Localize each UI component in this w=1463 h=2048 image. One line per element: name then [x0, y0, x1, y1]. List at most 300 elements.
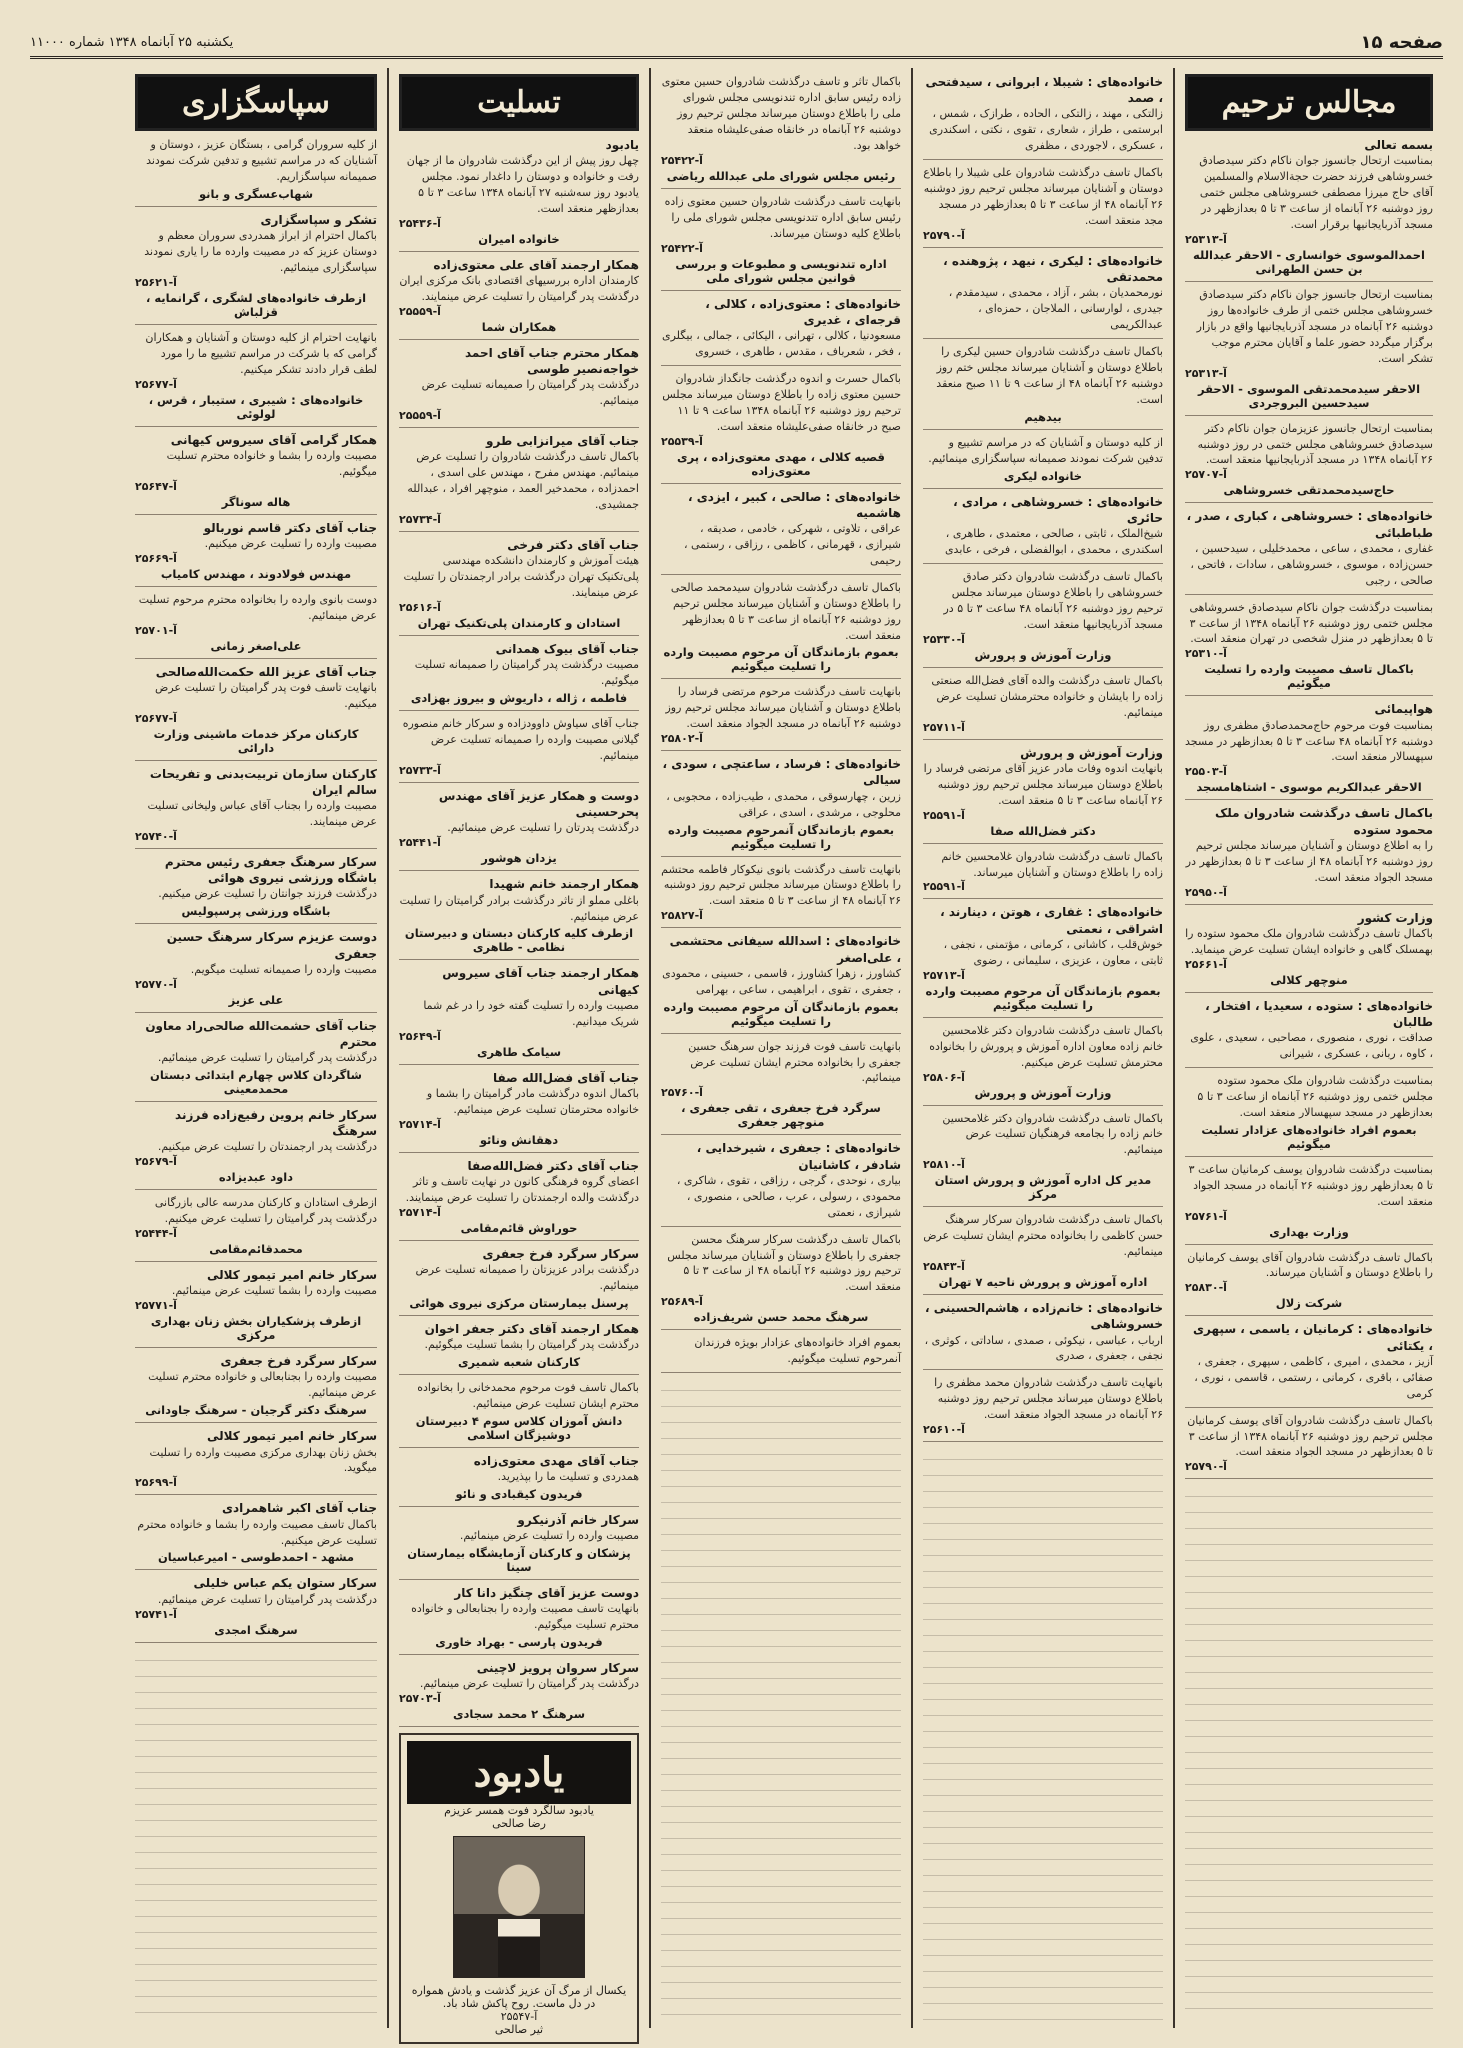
notice: [1185, 1321, 1433, 1407]
notice: [661, 296, 901, 366]
notice-signature: دانش آموزان کلاس سوم ۴ دبیرستان دوشیزگان اسلامی: [415, 1413, 623, 1442]
notice: [399, 965, 639, 1064]
notice-code: آ-۲۵۷۰۱: [135, 623, 177, 637]
notice: [923, 1375, 1163, 1442]
notice-body: خوش‌قلب ، کاشانی ، کرمانی ، مؤتمنی ، نجفی ، ثابتی ، معاون ، عزیزی ، سلیمانی ، رضوی: [943, 937, 1163, 967]
notice-heading: سرکار خانم پروین رفیع‌زاده فرزند سرهنگ: [175, 1107, 377, 1139]
notice-signature: الاحقر عبدالکریم موسوی - اشتاهامسجد: [1196, 780, 1422, 795]
notice-body: مصیبت درگذشت پدر گرامیتان را صمیمانه تسلیت میگوئیم.: [414, 658, 639, 688]
notice-body: صداقت ، نوری ، منصوری ، مصاحبی ، سعیدی ، علوی ، کاوه ، ربانی ، عسکری ، شیرانی: [1190, 1031, 1433, 1060]
notice-body: چهل روز پیش از این درگذشت شادروان ما از جهان رفت و خانواده و دوستان را داغدار نمود. مجلس یادبود روز سه‌شنبه ۲۷ آبانماه ۱۳۴۸ ساعت ۳ تا ۵ بعدازظهر منعقد است.: [406, 154, 639, 215]
notice-heading: سرکار خانم امیر تیمور کلالی: [207, 1429, 377, 1444]
notice-code: آ-۲۵۵۵۹: [399, 409, 441, 423]
notice-signature: همکاران شما: [481, 320, 557, 334]
notice-signature: الاحقر سیدمحمدتقی الموسوی - الاحقر سیدحسین البروجردی: [1197, 381, 1421, 410]
notice-heading: تشکر و سپاسگزاری: [260, 212, 377, 227]
notice-heading: خانواده‌های : کرمانیان ، یاسمی ، سپهری ، یکتائی: [1193, 1322, 1433, 1353]
notice: [661, 1039, 901, 1136]
notice-code: آ-۲۵۶۱۶: [399, 601, 441, 615]
notice: [399, 641, 639, 711]
notice-signature: فریدون کیقبادی و نائو: [455, 1487, 583, 1501]
yadbud-name: رضا صالحی: [492, 1817, 546, 1831]
notice-signature: شهاب‌عسگری و بانو: [198, 186, 314, 201]
notice-body: مصیبت وارده را بشما و خانواده محترم تسلیت میگوئیم.: [166, 448, 377, 478]
notice: [923, 745, 1163, 844]
notice-signature: محمدقائم‌مقامی: [209, 1242, 303, 1257]
notice-code: آ-۲۵۷۳۴: [399, 513, 441, 527]
notice-heading: خانواده‌های : غفاری ، هوتن ، دینارند ، اشراقی ، نعمتی: [940, 905, 1163, 936]
notice-signature: قصیه کلالی ، مهدی معتوی‌زاده ، پری معتوی‌زاده: [677, 449, 885, 478]
notice-signature: کارکنان مرکز خدمات ماشینی وزارت دارائی: [153, 726, 359, 755]
notice-body: از کلیه سروران گرامی ، بستگان عزیز ، دوستان و آشنایان که در مراسم تشییع و تدفین شرکت نمودند صمیمانه سپاسگزاریم.: [146, 138, 377, 183]
notice: [399, 1158, 639, 1241]
notice-heading: سرکار سرگرد فرخ جعفری: [220, 1354, 377, 1369]
notice-signature: بعموم بازماندگان آنمرحوم مصیبت وارده را تسلیت میگوئیم: [667, 822, 895, 851]
section-title-yadbud: یادبود: [407, 1741, 631, 1804]
notice-body: زالتکی ، مهند ، زالتکی ، الحاده ، طرازک ، شمس ، ابرستمی ، طراز ، شعاری ، تقوی ، نکتی ، اسکندری ، عسکری ، لاجوردی ، مظفری: [929, 107, 1163, 153]
notice-body: بانهایت تاسف درگذشت مرحوم مرتضی فرساد را باطلاع دوستان و آشنایان میرساند مجلس ترحیم روز دوشنبه ۲۶ آبانماه در مسجد الجواد منعقد است.: [665, 685, 901, 731]
notice-body: باکمال تاسف درگذشت والده آقای فضل‌الله صنعتی زاده را بایشان و خانواده محترمشان تسلیت عرض مینمائیم.: [931, 673, 1163, 719]
notice-heading: جناب آقای مهدی معتوی‌زاده: [473, 1453, 639, 1468]
issue-date: یکشنبه ۲۵ آبانماه ۱۳۴۸ شماره ۱۱۰۰۰: [30, 34, 234, 50]
notice-code: آ-۲۵۴۴۴: [135, 1227, 177, 1241]
notice: [661, 933, 901, 1033]
notice-body: درگذشت پدر گرامیتان را تسلیت عرض مینمائیم.: [419, 1677, 639, 1691]
notice: [135, 1267, 377, 1348]
notice-signature: یزدان هوشور: [481, 851, 557, 866]
notice-body: مصیبت وارده را تسلیت گفته خود را در غم شما شریک میدانیم.: [423, 998, 639, 1028]
notice: [1185, 1250, 1433, 1317]
notice-code: آ-۲۵۳۱۰: [1185, 647, 1227, 661]
notice-body: بمناسبت ارتحال جانسوز جوان ناکام دکتر سیدصادق خسروشاهی فرزند حضرت حجةالاسلام والمسلمین آقای حاج میرزا مصطفی خسروشاهی مجلس ختمی روز دوشنبه ۲۶ آبانماه از ساعت ۳ تا ۵ بعدازظهر در مسجد آذربایجانیها برقرار است.: [1199, 154, 1433, 231]
notice-body: باغلی مملو از تاثر درگذشت برادر گرامیتان را تسلیت عرض مینمائیم.: [399, 893, 639, 923]
notice: [1185, 421, 1433, 504]
notice: [661, 1335, 901, 1373]
yadbud-box: [399, 1733, 639, 2044]
notice-signature: شرکت زلال: [1275, 1296, 1343, 1311]
notice-heading: خانواده‌های : ستوده ، سعیدیا ، افتخار ، طالبان: [1205, 998, 1433, 1029]
notice-heading: سرکار خانم آذرنیکرو: [517, 1513, 639, 1527]
notice-signature: شاگردان کلاس چهارم ابتدائی دبستان محمدمعینی: [150, 1067, 362, 1096]
notice-signature: حاج‌سیدمحمدتقی خسروشاهی: [1223, 483, 1395, 498]
notice-heading: جناب آقای حشمت‌الله صالحی‌راد معاون محترم: [145, 1018, 377, 1049]
notice-code: آ-۲۵۷۰۷: [1185, 468, 1227, 482]
notice-body: شیخ‌الملک ، ثابتی ، صالحی ، معتمدی ، طاهری ، اسکندری ، محمدی ، ابوالفضلی ، فرخی ، عابدی: [944, 527, 1163, 557]
section-title-tarhim: مجالس ترحیم: [1185, 74, 1433, 131]
notice-signature: ازطرف پزشکیاران بخش زنان بهداری مرکزی: [150, 1314, 362, 1343]
notice-body: باکمال تاسف درگذشت شادروان علی شیبلا را باطلاع دوستان و آشنایان میرساند مجلس ترحیم روز دوشنبه ۲۶ آبانماه ۴۸ از ساعت ۳ تا ۵ بعدازظهر در مسجد مجد منعقد است.: [923, 166, 1163, 227]
notice-heading: وزارت آموزش و پرورش: [1020, 745, 1163, 760]
notice: [135, 766, 377, 849]
notice-body: درگذشت پدر گرامیتان را بشما تسلیت میگوئیم.: [424, 1338, 639, 1352]
notice-code: آ-۲۵۶۷۷: [135, 377, 177, 391]
notice: [399, 537, 639, 636]
notice: [135, 592, 377, 659]
notice-code: آ-۲۵۴۴۱: [399, 836, 441, 850]
notice: [661, 194, 901, 291]
notice-signature: پرسنل بیمارستان مرکزی نیروی هوائی: [409, 1295, 629, 1310]
notice-code: آ-۲۵۶۹۹: [135, 1476, 177, 1490]
notice-heading: خانواده‌های : فرساد ، ساعتچی ، سودی ، سیالی: [662, 757, 901, 788]
text-filler: [135, 1649, 377, 2022]
notice-body: مصیبت وارده را تسلیت عرض مینمائیم.: [459, 1529, 639, 1543]
notice-heading: خانواده‌های : لیکری ، نیهد ، پژوهنده ، محمدتقی: [943, 253, 1163, 285]
notice-body: بعموم افراد خانواده‌های عزادار بویژه فرزندان آنمرحوم تسلیت میگوئیم.: [694, 1336, 901, 1366]
notice: [1185, 805, 1433, 904]
notice: [135, 1195, 377, 1262]
notice-code: آ-۲۵۷۷۱: [135, 1299, 177, 1313]
notice-body: درگذشت پدر ارجمندتان را تسلیت عرض میکنیم.: [157, 1140, 377, 1154]
notice-body: باکمال تاسف درگذشت شادروان حسین لیکری را باطلاع دوستان و آشنایان میرساند مجلس ختم روز دوشنبه ۲۶ آبانماه ۴۸ از ساعت ۹ تا ۱۱ صبح منعقد است.: [936, 345, 1163, 406]
notice-body: ارباب ، عباسی ، نیکوئی ، صمدی ، ساداتی ، کوثری ، نجفی ، جعفری ، صدری: [924, 1333, 1163, 1363]
section-title-taslit: تسلیت: [399, 74, 639, 131]
notice: [1185, 701, 1433, 800]
notice-signature: وزارت آموزش و پرورش: [974, 1085, 1112, 1100]
notice-heading: جناب آقای دکتر قاسم نوربالو: [203, 520, 377, 535]
notice-signature: سرهنگ دکتر گرجیان - سرهنگ جاودانی: [145, 1403, 367, 1418]
notice: [661, 74, 901, 189]
notice-heading: جناب آقای بیوک همدانی: [495, 642, 639, 657]
notice-code: آ-۲۵۵۰۳: [1185, 765, 1227, 779]
notice-body: جناب آقای سیاوش داوودزاده و سرکار خانم منصوره گیلانی مصیبت وارده را صمیمانه تسلیت عرض مینمائیم.: [402, 717, 639, 763]
notice-body: نورمحمدیان ، بشر ، آزاد ، محمدی ، سیدمقدم ، جیدری ، لوارسانی ، الملاجان ، حمزه‌ای ، عبدالکریمی: [948, 286, 1163, 332]
notice-heading: خانواده‌های : خانم‌زاده ، هاشم‌الحسینی ، خسروشاهی: [925, 1301, 1163, 1332]
notice: [135, 1428, 377, 1495]
notice-signature: علی عزیز: [228, 992, 284, 1007]
notice-code: آ-۲۵۶۱۰: [923, 1423, 965, 1437]
notice: [923, 494, 1163, 564]
notice-code: آ-۲۵۳۳۰: [923, 632, 965, 646]
notice-code: آ-۲۵۷۱۳: [923, 968, 965, 982]
notice-signature: مشهد - احمدطوسی - امیرعباسیان: [157, 1550, 355, 1565]
notice-body: از کلیه دوستان و آشنایان که در مراسم تشییع و تدفین شرکت نمودند صمیمانه سپاسگزاری مینمائیم.: [928, 435, 1163, 465]
notice-code: آ-۲۵۸۰۲: [661, 732, 703, 746]
notice: [1185, 998, 1433, 1068]
notice-signature: اداره آموزش و پرورش ناحیه ۷ تهران: [938, 1275, 1148, 1290]
notice-heading: جناب آقای میرانزابی طرو: [486, 434, 639, 449]
notice: [1185, 910, 1433, 993]
notice-heading: خانواده‌های : معتوی‌زاده ، کلالی ، قرجه‌ای ، غدیری: [705, 296, 901, 327]
notice-code: آ-۲۵۹۵۰: [1185, 885, 1227, 899]
notice: [923, 253, 1163, 339]
notice: [1185, 137, 1433, 282]
columns: [30, 68, 1443, 2037]
notice: [923, 435, 1163, 489]
notice: [399, 876, 639, 960]
notice-signature: سرهنگ محمد حسن شریف‌زاده: [693, 1310, 869, 1325]
notice-heading: وزارت کشور: [1357, 910, 1433, 925]
notice-body: همدردی و تسلیت ما را بپذیرید.: [497, 1470, 639, 1484]
notice-body: باکمال تاسف درگذشت سرکار سرهنگ محسن جعفری را باطلاع دوستان و آشنایان میرساند مجلس ترحیم روز دوشنبه ۲۶ آبانماه ۴۸ از ساعت ۳ تا ۵ منعقد است.: [667, 1232, 901, 1294]
notice: [661, 371, 901, 484]
notice-body: باکمال احترام از ابراز همدردی سروران معظم و دوستان عزیز که در مصیبت وارده ما را یاری نمودند سپاسگزاری مینمائیم.: [144, 229, 377, 274]
notice-heading: خانواده‌های : صالحی ، کبیر ، ایزدی ، هاشمیه: [688, 489, 901, 520]
notice: [923, 1300, 1163, 1370]
notice-heading: دوست عزیزم سرکار سرهنگ حسین جعفری: [166, 930, 377, 961]
notice-heading: خانواده‌های : خسروشاهی ، کباری ، صدر ، طباطبائی: [1186, 509, 1433, 540]
text-filler: [923, 1448, 1163, 2022]
notice-signature: احمدالموسوی خوانساری - الاحقر عبدالله بن حسن الطهرانی: [1193, 247, 1425, 276]
yadbud-caption: یادبود سالگرد فوت همسر عزیزم: [444, 1804, 594, 1818]
notice-code: آ-۲۵۷۹۰: [923, 228, 965, 242]
notice-code: آ-۲۵۴۲۲: [661, 153, 703, 167]
notice-code: آ-۲۵۴۳۶: [399, 216, 441, 230]
column-tarhim: [1173, 68, 1443, 2028]
notice-body: درگذشت برادر عزیزتان را صمیمانه تسلیت عرض مینمائیم.: [415, 1263, 639, 1292]
notice-heading: سرکار ستوان یکم عباس خلیلی: [193, 1576, 377, 1591]
notice-code: آ-۲۵۷۰۳: [399, 1692, 441, 1706]
notice: [661, 862, 901, 929]
notice: [135, 1107, 377, 1190]
notice-body: مصیبت وارده را بجناب آقای عباس ولیخانی تسلیت عرض مینمایند.: [147, 799, 377, 829]
notice-code: آ-۲۵۳۱۳: [1185, 232, 1227, 246]
notice-body: بخش زنان بهداری مرکزی مصیبت وارده را تسلیت میگوید.: [149, 1445, 377, 1475]
notice-signature: باشگاه ورزشی پرسپولیس: [181, 904, 331, 919]
notice: [135, 520, 377, 587]
notice-body: باکمال تاسف درگذشت شادروان غلامحسین خانم زاده را باطلاع دوستان و آشنایان میرساند.: [941, 849, 1163, 879]
notice: [399, 1585, 639, 1655]
portrait-photo: [453, 1836, 585, 1978]
notice-body: زرین ، چهارسوقی ، محمدی ، طیب‌زاده ، محجوبی ، محلوجی ، مرشدی ، اسدی ، عراقی: [666, 789, 901, 819]
notice-signature: رئیس مجلس شورای ملی عبدالله ریاضی: [666, 168, 896, 183]
notice: [399, 1321, 639, 1375]
notice-body: بانهایت تاسف مصیبت وارده را بجنابعالی و خانواده محترم تسلیت میگوئیم.: [411, 1602, 639, 1632]
notice: [399, 345, 639, 428]
notice-heading: همکار ارجمند خانم شهیدا: [489, 877, 639, 892]
notice-body: درگذشت پدر گرامیتان را صمیمانه تسلیت عرض مینمائیم.: [421, 378, 639, 408]
notice-body: بانهایت احترام از کلیه دوستان و آشنایان و همکاران گرامی که با شرکت در مراسم تشییع ما را مورد لطف قرار دادند تشکر میکنیم.: [145, 330, 377, 376]
notice-code: آ-۲۵۶۶۹: [135, 551, 177, 565]
notice-body: عراقی ، تلاوتی ، شهرکی ، خادمی ، صدیقه ، شیرازی ، قهرمانی ، کاظمی ، رزاقی ، رستمی ، رحیمی: [683, 521, 901, 567]
notice: [923, 569, 1163, 668]
notice-code: آ-۲۵۷۶۱: [1185, 1209, 1227, 1223]
notice-signature: باکمال تاسف مصیبت وارده را تسلیت میگوئیم: [1204, 662, 1414, 691]
notice: [135, 1575, 377, 1642]
notice-code: آ-۲۵۵۵۹: [399, 305, 441, 318]
notice-signature: کارکنان شعبه شمیری: [457, 1355, 581, 1369]
notice-body: مسعودنیا ، کلالی ، تهرانی ، الیکائی ، جمالی ، بیگلری ، فخر ، شعرباف ، مقدس ، طاهری ، خسروی: [661, 328, 901, 358]
notice-list: [399, 137, 639, 1727]
notice-body: باکمال تاسف درگذشت شادروان آقای یوسف کرمانیان را باطلاع دوستان و آشنایان میرساند.: [1187, 1250, 1433, 1280]
notice-list: [923, 74, 1163, 1442]
yadbud-text: یکسال از مرگ آن عزیز گذشت و یادش همواره در دل ماست. روح پاکش شاد باد.: [411, 1984, 627, 2011]
notice-code: آ-۲۵۶۷۹: [135, 1155, 177, 1169]
notice: [923, 74, 1163, 160]
notice: [923, 1023, 1163, 1106]
notice: [1185, 1162, 1433, 1245]
notice: [923, 904, 1163, 1017]
notice-body: بانهایت اندوه وفات مادر عزیز آقای مرتضی فرساد را باطلاع دوستان میرساند مجلس ترحیم روز دوشنبه ۲۶ آبانماه ساعت ۳ تا ۵ منعقد است.: [923, 761, 1163, 807]
notice-code: آ-۲۵۵۹۱: [923, 880, 965, 894]
notice-heading: جناب آقای عزیز الله حکمت‌الله‌صالحی: [155, 664, 377, 679]
notice: [923, 673, 1163, 740]
notice: [399, 1070, 639, 1153]
notice-signature: حوراوش قائم‌مقامی: [460, 1220, 578, 1235]
notice-heading: هواپیمائی: [1374, 702, 1433, 717]
notice: [923, 849, 1163, 900]
notice-body: باکمال تاسف درگذشت شادروان سیدمحمد صالحی را باطلاع دوستان و آشنایان میرساند مجلس ترحیم روز دوشنبه ۲۶ آبانماه از ساعت ۳ تا ۵ بعدازظهر منعقد است.: [670, 580, 901, 642]
column-sepas: [125, 68, 387, 2028]
notice-body: اعضای گروه فرهنگی کانون در نهایت تاسف و تاثر درگذشت والده ارجمندتان را تسلیت عرض مینمایند.: [405, 1174, 639, 1204]
notice-signature: سرهنگ امجدی: [214, 1622, 298, 1637]
notice-body: هیئت آموزش و کارمندان دانشکده مهندسی پلی‌تکنیک تهران درگذشت برادر ارجمندتان را تسلیت عرض مینمایند.: [403, 554, 639, 600]
notice-code: آ-۲۵۷۴۱: [135, 1607, 177, 1621]
notice-signature: منوچهر کلالی: [1270, 972, 1348, 987]
notice-body: باکمال حسرت و اندوه درگذشت جانگداز شادروان حسین معتوی زاده را باطلاع دوستان میرساند مجلس ترحیم روز دوشنبه ۲۶ آبانماه ۱۳۴۸ ساعت ۹ تا ۱۱ صبح در خانقاه صفی‌علیشاه منعقد است.: [662, 371, 901, 433]
notice-body: بمناسبت ارتحال جانسوز عزیزمان جوان ناکام دکتر سیدصادق خسروشاهی مجلس ختمی در روز دوشنبه ۲۶ آبانماه ۱۳۴۸ در مسجد آذربایجانیها منعقد است.: [1197, 421, 1433, 467]
notice-code: آ-۲۵۶۷۷: [135, 711, 177, 725]
notice: [1185, 287, 1433, 416]
notice-heading: همکار محترم جناب آقای احمد خواجه‌نصیر طوسی: [464, 346, 639, 377]
notice-code: آ-۲۵۷۷۰: [135, 977, 177, 991]
notice-body: آزیز ، محمدی ، امیری ، کاظمی ، سپهری ، جعفری ، صفائی ، باقری ، کرمانی ، رستمی ، قاسمی ، نوری ، کرمی: [1194, 1354, 1433, 1400]
notice-signature: خانواده‌های : شیبری ، ستیبار ، قرس ، لولوئی: [148, 392, 364, 421]
notice-heading: همکار ارجمند آقای دکتر جعفر اخوان: [424, 1321, 639, 1336]
notice-signature: سرهنگ ۲ محمد سجادی: [452, 1707, 586, 1722]
notice-body: درگذشت پدر گرامیتان را تسلیت عرض مینمائیم.: [157, 1592, 377, 1606]
notice-signature: مهندس فولادوند ، مهندس کامیاب: [160, 566, 352, 581]
notice: [923, 344, 1163, 430]
notice-signature: سرگرد فرخ جعفری ، تقی جعفری ، منوچهر جعفری: [681, 1101, 881, 1130]
notice: [661, 756, 901, 856]
notice-body: بانهایت تاسف فوت فرزند جوان سرهنگ حسین جعفری را بخانواده محترم ایشان تسلیت عرض مینمائیم.: [688, 1039, 901, 1085]
notice-body: بمناسبت ارتحال جانسوز جوان ناکام دکتر سیدصادق خسروشاهی مجلس ختمی از طرف خانواده‌ها روز دوشنبه ۲۶ آبانماه در مسجد آذربایجانیها واقع در بازار برگزار میگردد حضور علما و آقایان محترم موجب تشکر است.: [1196, 287, 1433, 365]
notice: [399, 137, 639, 252]
notice-signature: بعموم افراد خانواده‌های عزادار تسلیت میگوئیم: [1201, 1122, 1417, 1151]
notice: [923, 1111, 1163, 1208]
notice-body: بیاری ، نوحدی ، گرجی ، رزاقی ، تقوی ، شاکری ، محمودی ، رسولی ، عرب ، صالحی ، منصوری ، شیرازی ، نعمتی: [676, 1173, 901, 1219]
notice-heading: سرکار سرگرد فرخ جعفری: [482, 1246, 639, 1261]
notice-heading: همکار ارجمند آقای علی معتوی‌زاده: [433, 257, 639, 272]
notice-heading: باکمال تاسف درگذشت شادروان ملک محمود ستوده: [1214, 806, 1433, 837]
notice-body: درگذشت پدرتان را تسلیت عرض مینمائیم.: [447, 821, 639, 835]
section-title-sepas: سپاسگزاری: [135, 74, 377, 131]
notice: [661, 684, 901, 751]
page-number: صفحه ۱۵: [1360, 31, 1443, 53]
notice-code: آ-۲۵۷۴۰: [135, 830, 177, 843]
notice-signature: بیدهیم: [1024, 409, 1062, 424]
notice-body: غفاری ، محمدی ، ساعی ، محمدخلیلی ، سیدحسین ، حسن‌زاده ، موسوی ، خسروشاهی ، سادات ، فاتحی ، صالحی ، رجبی: [1190, 541, 1433, 587]
notice-heading: جناب آقای فضل‌الله صفا: [492, 1070, 639, 1085]
notice: [135, 330, 377, 427]
notice-signature: دهقانش ونائو: [479, 1132, 559, 1147]
notice: [1185, 1413, 1433, 1480]
notice-body: بانهایت تاسف فوت پدر گرامیتان را تسلیت عرض میکنیم.: [155, 680, 377, 710]
notice-code: آ-۲۵۶۴۹: [399, 1029, 441, 1043]
notice-body: بمناسبت درگذشت جوان ناکام سیدصادق خسروشاهی مجلس ختمی روز دوشنبه ۲۶ آبانماه ۱۳۴۸ از ساعت ۳ تا ۵ بعدازظهر در منزل شخصی در تهران منعقد است.: [1189, 600, 1433, 646]
notice-code: آ-۲۵۶۴۷: [135, 479, 177, 493]
notice: [399, 433, 639, 532]
notice-list: [135, 137, 377, 1643]
notice-body: کارمندان اداره بررسیهای اقتصادی بانک مرکزی ایران درگذشت پدر گرامیتان را تسلیت عرض مینمایند.: [399, 274, 639, 304]
notice-body: مصیبت وارده را تسلیت عرض میکنیم.: [204, 536, 377, 550]
notice: [399, 716, 639, 783]
notice-body: باکمال تاسف درگذشت شادروان سرکار سرهنگ حسن کاظمی را بخانواده محترم ایشان تسلیت عرض مینمائیم.: [923, 1213, 1163, 1259]
notice-body: باکمال تاسف درگذشت شادروان آقای یوسف کرمانیان مجلس ترحیم روز دوشنبه ۲۶ آبانماه ۱۳۴۸ از ساعت ۳ تا ۵ بعدازظهر در مسجد الجواد منعقد است.: [1187, 1413, 1433, 1459]
notice-body: بانهایت تاسف درگذشت بانوی نیکوکار فاطمه محتشم را باطلاع دوستان میرساند مجلس ترحیم روز دوشنبه ۲۶ آبانماه ۴۸ از ساعت ۳ تا ۵ منعقد است.: [661, 862, 901, 908]
notice: [923, 1212, 1163, 1295]
notice: [135, 929, 377, 1012]
notice-signature: اداره تندنویسی و مطبوعات و بررسی قوانین مجلس شورای ملی: [675, 256, 887, 285]
notice-heading: خانواده‌های : اسدالله سیفانی محتشمی ، علی‌اصغر: [669, 934, 901, 965]
column-notices-2: [911, 68, 1173, 2028]
notice: [135, 1500, 377, 1570]
notice-heading: خانواده‌های : شیبلا ، ابروانی ، سیدفتحی ، صمد: [925, 75, 1163, 106]
notice-heading: همکار گرامی آقای سیروس کیهانی: [170, 432, 377, 447]
notice: [399, 788, 639, 871]
notice-code: آ-۲۵۶۸۹: [661, 1295, 703, 1309]
notice-code: آ-۲۵۸۴۳: [923, 1260, 965, 1274]
notice-code: آ-۲۵۸۰۶: [923, 1070, 965, 1084]
notice-code: آ-۲۵۶۲۱: [135, 275, 177, 289]
notice: [661, 1140, 901, 1226]
notice: [923, 165, 1163, 248]
notice-code: آ-۲۵۴۲۲: [661, 241, 703, 255]
notice-code: آ-۲۵۸۲۷: [661, 909, 703, 923]
yadbud-sign: ثیر صالحی: [494, 2023, 544, 2037]
notice-body: بانهایت تاسف درگذشت شادروان حسین معتوی زاده رئیس سابق اداره تندنویسی مجلس شورای ملی را باطلاع کلیه دوستان میرساند.: [664, 194, 901, 240]
notice-code: آ-۲۵۷۱۴: [399, 1117, 441, 1131]
notice-signature: خانواده امیران: [478, 231, 560, 246]
notice-heading: خانواده‌های : خسروشاهی ، مرادی ، حائری: [953, 494, 1163, 525]
notice-signature: استادان و کارمندان پلی‌تکنیک تهران: [417, 616, 621, 631]
notice-body: بمناسبت درگذشت شادروان یوسف کرمانیان ساعت ۳ تا ۵ بعدازظهر روز دوشنبه ۲۶ آبانماه در مسجد الجواد منعقد است.: [1188, 1162, 1433, 1208]
notice: [135, 1018, 377, 1102]
notice-body: باکمال تاسف مصیبت وارده را بشما و خانواده محترم تسلیت عرض میکنیم.: [137, 1517, 377, 1547]
notice-body: باکمال تاسف درگذشت شادروان را تسلیت عرض مینمائیم. مهندس مفرح ، مهندس علی اسدی ، احمدزاده ، محمدخیر العمد ، منوچهر افراد ، عبدالله جمشیدی.: [407, 450, 639, 512]
notice-code: آ-۲۵۷۱۱: [923, 720, 965, 734]
notice-body: باکمال تاسف درگذشت شادروان دکتر غلامحسین خانم زاده معاون اداره آموزش و پرورش را بخانواده محترمش تسلیت عرض میکنیم.: [929, 1023, 1163, 1069]
notice-signature: ازطرف کلیه کارکنان دبستان و دبیرستان نظامی - طاهری: [404, 926, 634, 955]
column-taslit: [387, 68, 649, 2037]
notice-signature: هاله سوناگر: [221, 494, 291, 509]
notice-body: باکمال تاسف درگذشت شادروان دکتر غلامحسین خانم زاده را بجامعه فرهنگیان تسلیت عرض مینمائیم.: [942, 1111, 1163, 1157]
notice-signature: علی‌اصغر زمانی: [210, 638, 302, 653]
notice: [399, 1512, 639, 1580]
notice-signature: بعموم بازماندگان آن مرحوم مصیبت وارده را تسلیت میگوئیم: [663, 999, 899, 1028]
notice-body: بمناسبت فوت مرحوم حاج‌محمدصادق مظفری روز دوشنبه ۲۶ آبانماه ۴۸ ساعت ۳ تا ۵ بعدازظهر در مسجد سپهسالار منعقد است.: [1185, 718, 1433, 764]
notice-code: آ-۲۵۷۶۰: [661, 1086, 703, 1100]
text-filler: [1185, 1485, 1433, 2022]
notice-body: باکمال اندوه درگذشت مادر گرامیتان را بشما و خانواده محترمتان تسلیت عرض مینمائیم.: [426, 1086, 639, 1116]
notice-code: آ-۲۵۸۱۰: [923, 1158, 965, 1172]
notice: [399, 1246, 639, 1316]
notice-code: آ-۲۵۸۳۰: [1185, 1281, 1227, 1295]
yadbud-code: آ-۲۵۵۴۷: [500, 2010, 538, 2024]
notice-signature: بعموم بازماندگان آن مرحوم مصیبت وارده را تسلیت میگوئیم: [663, 645, 899, 674]
notice: [135, 1353, 377, 1423]
notice-heading: دوست عزیز آقای چنگیز دانا کار: [454, 1586, 639, 1601]
notice-list: [1185, 137, 1433, 1479]
notice-signature: وزارت آموزش و پرورش: [974, 647, 1112, 662]
notice: [399, 1453, 639, 1507]
notice-heading: سرکار خانم امیر تیمور کلالی: [207, 1268, 377, 1283]
notice: [135, 854, 377, 924]
notice-list: [661, 74, 901, 1373]
notice-body: باکمال تاسف درگذشت شادروان دکتر صادق خسروشاهی را باطلاع دوستان میرساند مجلس ترحیم روز دوشنبه ۲۶ آبانماه ۴۸ ساعت ۳ تا ۵ در مسجد آذربایجانیها منعقد است.: [943, 570, 1163, 631]
notice-signature: بعموم بازماندگان آن مرحوم مصیبت وارده را تسلیت میگوئیم: [925, 983, 1161, 1012]
notice: [661, 489, 901, 575]
notice-heading: یادبود: [605, 138, 639, 152]
notice-body: درگذشت فرزند جوانتان را تسلیت عرض میکنیم.: [158, 887, 377, 901]
notice: [135, 664, 377, 761]
notice-body: دوست بانوی وارده را بخانواده محترم مرحوم تسلیت عرض مینمائیم.: [138, 592, 377, 622]
notice-heading: خانواده‌های : جعفری ، شیرخدایی ، شادفر ، کاشانیان: [696, 1141, 901, 1172]
notice: [661, 1232, 901, 1331]
notice-body: باکمال تاثر و تاسف درگذشت شادروان حسین معتوی زاده رئیس سابق اداره تندنویسی مجلس شورای ملی را باطلاع دوستان میرساند مجلس ترحیم روز دوشنبه ۲۶ آبانماه در خانقاه صفی‌علیشاه منعقد خواهد بود.: [661, 75, 901, 152]
notice: [399, 1380, 639, 1448]
notice-heading: جناب آقای اکبر شاهمرادی: [222, 1501, 377, 1516]
